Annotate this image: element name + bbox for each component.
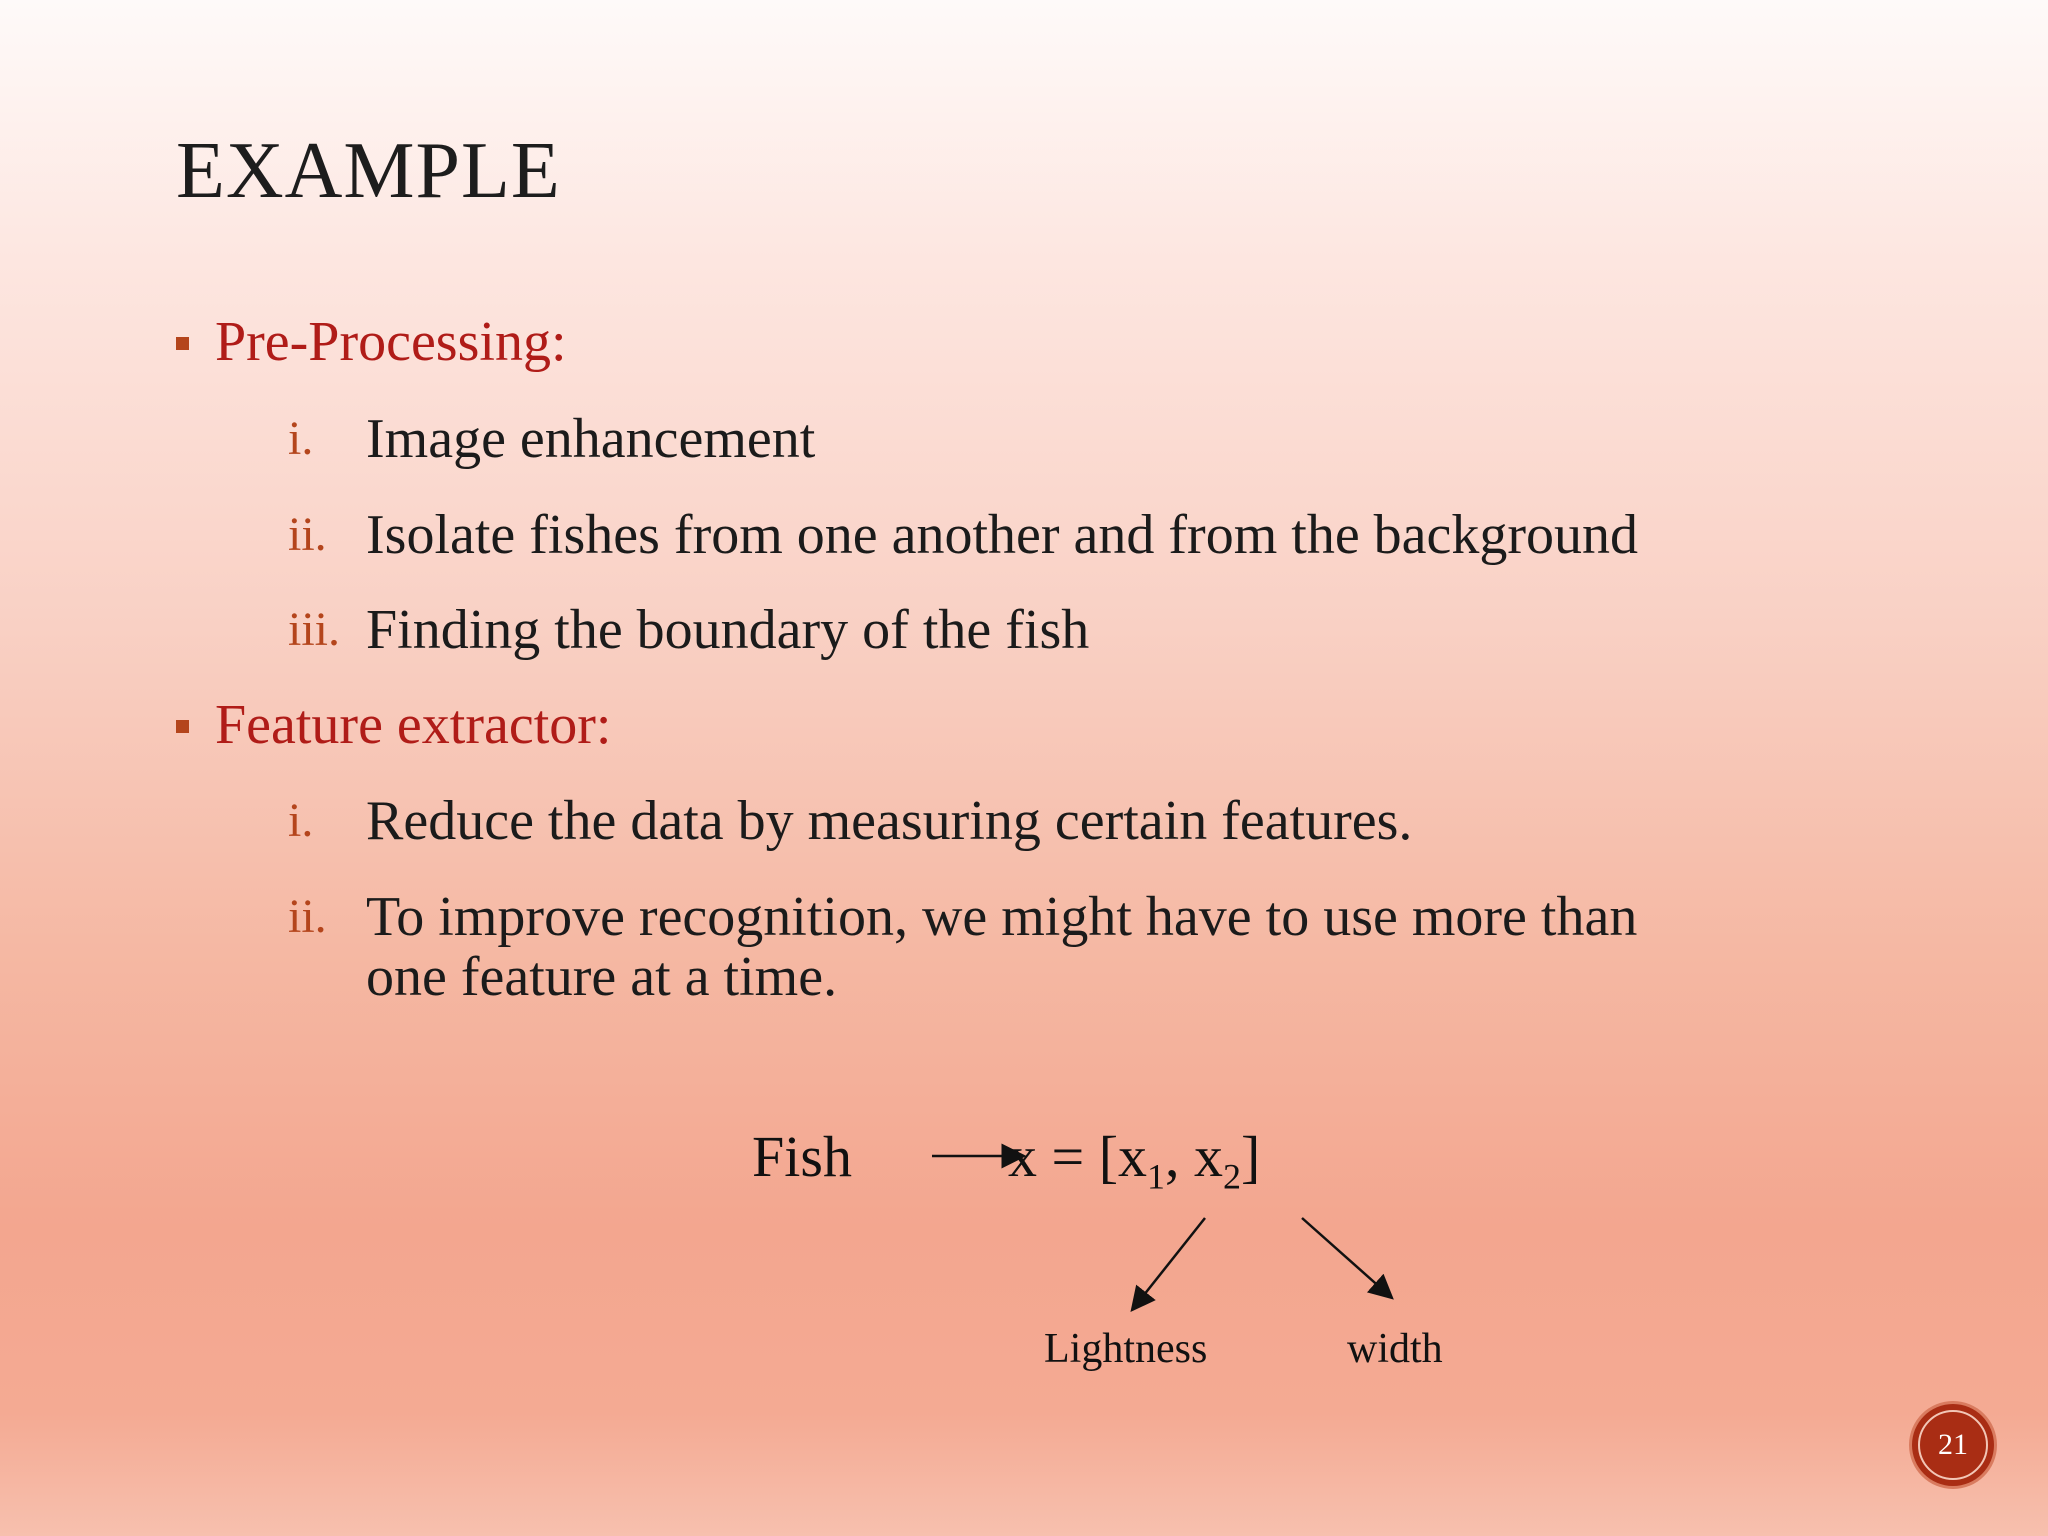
page-number-badge bbox=[1912, 1404, 1994, 1486]
feature-label-width: width bbox=[1347, 1326, 1443, 1372]
bullet-heading: Pre-Processing: bbox=[215, 311, 567, 373]
subscript-1: 1 bbox=[1147, 1156, 1166, 1197]
page-number: 21 bbox=[1938, 1428, 1968, 1461]
item-text: Isolate fishes from one another and from the background bbox=[366, 504, 1639, 566]
subscript-2: 2 bbox=[1223, 1156, 1242, 1197]
item-text: Image enhancement bbox=[366, 408, 816, 470]
item-text-line-1: To improve recognition, we might have to use more than bbox=[366, 886, 1638, 948]
item-number: iii. bbox=[288, 603, 341, 656]
arrow-to-lightness bbox=[1132, 1218, 1205, 1310]
feature-label-lightness: Lightness bbox=[1044, 1326, 1208, 1372]
vector-separator: , x bbox=[1165, 1124, 1224, 1189]
item-number: ii. bbox=[288, 890, 327, 943]
vector-lhs: x = [x bbox=[1008, 1124, 1148, 1189]
item-text-line-2: one feature at a time. bbox=[366, 946, 838, 1008]
fish-label: Fish bbox=[752, 1124, 852, 1189]
item-text: Reduce the data by measuring certain features. bbox=[366, 790, 1413, 852]
item-text: Finding the boundary of the fish bbox=[366, 599, 1090, 661]
item-number: i. bbox=[288, 412, 314, 465]
vector-closing: ] bbox=[1241, 1124, 1261, 1189]
slide-title: EXAMPLE bbox=[176, 127, 561, 215]
item-number: ii. bbox=[288, 508, 327, 561]
bullet-heading: Feature extractor: bbox=[215, 694, 612, 756]
arrow-to-width bbox=[1302, 1218, 1392, 1298]
item-number: i. bbox=[288, 794, 314, 847]
